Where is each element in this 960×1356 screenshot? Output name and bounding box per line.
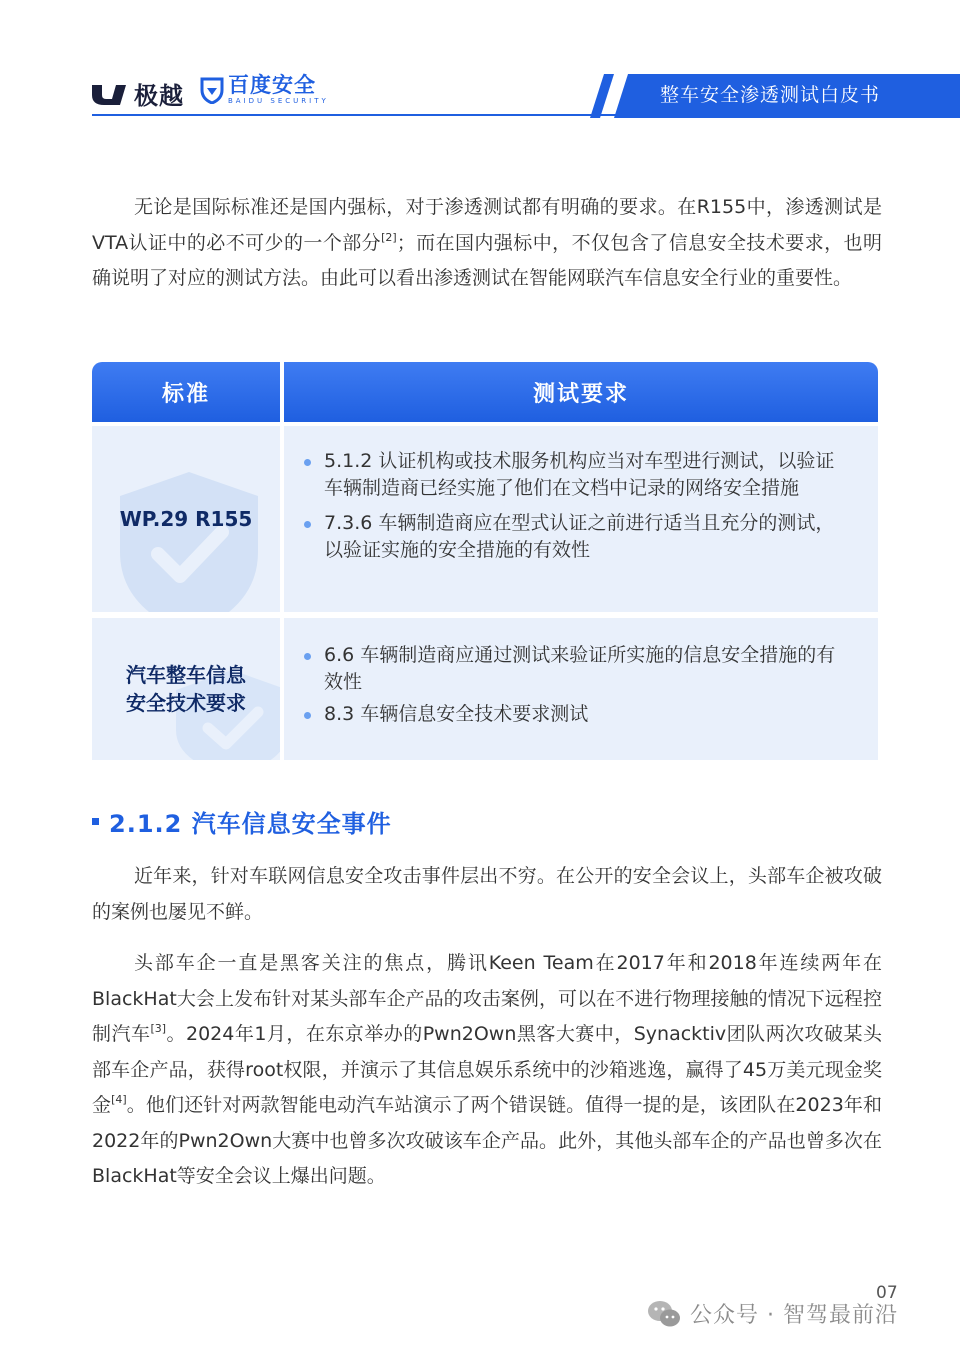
table-row-1-standard-cell bbox=[92, 426, 280, 612]
intro-paragraph: 无论是国际标准还是国内强标，对于渗透测试都有明确的要求。在R155中，渗透测试是VTA认证中的必不可少的一个部分[2]；而在国内强标中，不仅包含了信息安全技术要求，也明确说明了对应的测试方法。由此可以看出渗透测试在智能网联汽车信息安全行业的重要性。 bbox=[92, 196, 882, 289]
standard-name-gb: 汽车整车信息 安全技术要求 bbox=[126, 663, 246, 715]
jiyue-logo-text: 极越 bbox=[134, 82, 184, 110]
page-number: 07 bbox=[876, 1283, 898, 1303]
paragraph-2: 头部车企一直是黑客关注的焦点，腾讯Keen Team在2017年和2018年连续两年在BlackHat大会上发布针对某头部车企产品的攻击案例，可以在不进行物理接触的情况下远程控制汽车[3]。2024年1月，在东京举办的Pwn2Own黑客大赛中，Synacktiv团队两次攻破某头部车企产品，获得root权限，并演示了其信息娱乐系统中的沙箱逃逸，赢得了45万美元现金奖金[4]。他们还针对两款智能电动汽车站演示了两个错误链。值得一提的是，该团队在2023年和2022年的Pwn2Own大赛中也曾多次攻破该车企产品。此外，其他头部车企的产品也曾多次在BlackHat等安全会议上爆出问题。 bbox=[92, 952, 882, 1187]
paragraph-1: 近年来，针对车联网信息安全攻击事件层出不穷。在公开的安全会议上，头部车企被攻破的案例也屡见不鲜。 bbox=[92, 865, 882, 923]
list-item: 6.6 车辆制造商应通过测试来验证所实施的信息安全措施的有效性 bbox=[284, 642, 838, 696]
section-bullet-icon bbox=[92, 818, 99, 825]
shield-logo-icon bbox=[200, 76, 224, 104]
document-title: 整车安全渗透测试白皮书 bbox=[659, 84, 880, 106]
wechat-icon bbox=[646, 1299, 682, 1329]
table-row-1-requirements-cell bbox=[284, 426, 878, 612]
requirements-list-gb bbox=[284, 618, 878, 728]
baidu-security-subtext: BAIDU SECURITY bbox=[228, 97, 329, 105]
citation-4[interactable]: [4] bbox=[111, 1093, 127, 1106]
table-header-row bbox=[92, 362, 878, 422]
list-item: 5.1.2 认证机构或技术服务机构应当对车型进行测试，以验证车辆制造商已经实施了他们在文档中记录的网络安全措施 bbox=[284, 448, 844, 502]
watermark-text: 公众号 · 智驾最前沿 bbox=[690, 1303, 898, 1328]
header-requirements: 测试要求 bbox=[284, 362, 878, 422]
baidu-security-logo bbox=[200, 74, 329, 105]
baidu-security-text: 百度安全 bbox=[228, 73, 316, 97]
section-title: 2.1.2 汽车信息安全事件 bbox=[109, 810, 392, 838]
section-heading bbox=[92, 804, 392, 839]
requirements-list-r155 bbox=[284, 426, 878, 564]
page-header bbox=[0, 0, 960, 120]
wechat-watermark bbox=[646, 1298, 898, 1329]
table-row-2-standard-cell bbox=[92, 618, 280, 760]
citation-3[interactable]: [3] bbox=[150, 1022, 167, 1035]
jiyue-logo-icon bbox=[92, 81, 126, 107]
standard-name-r155: WP.29 R155 bbox=[119, 507, 253, 531]
header-rule bbox=[92, 114, 622, 116]
list-item: 7.3.6 车辆制造商应在型式认证之前进行适当且充分的测试，以验证实施的安全措施的有效性 bbox=[284, 510, 844, 564]
table-row-2-requirements-cell bbox=[284, 618, 878, 760]
list-item: 8.3 车辆信息安全技术要求测试 bbox=[284, 701, 838, 728]
citation-2[interactable]: [2] bbox=[381, 230, 397, 244]
jiyue-logo bbox=[92, 76, 184, 111]
shield-check-icon bbox=[114, 468, 264, 612]
header-standard: 标准 bbox=[92, 362, 280, 422]
